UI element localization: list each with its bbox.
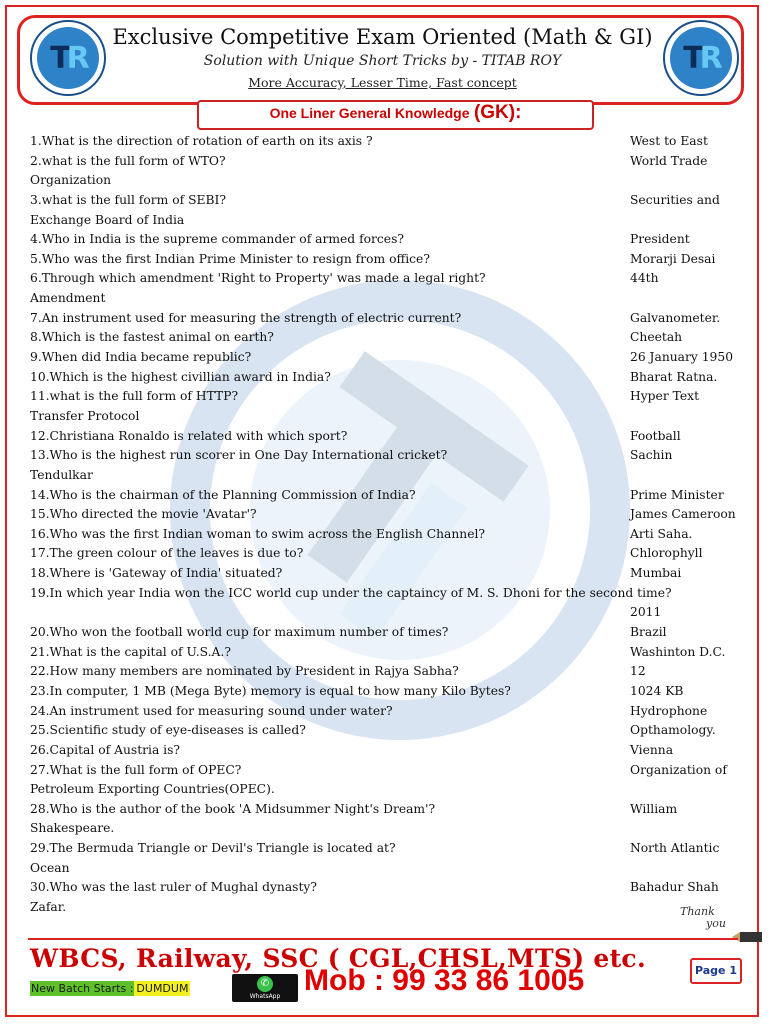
question-text: 22.How many members are nominated by President in Rajya Sabha?	[30, 664, 459, 679]
batch-label: New Batch Starts :	[31, 982, 134, 995]
question-text: 25.Scientific study of eye-diseases is called?	[30, 723, 306, 738]
question-row	[30, 387, 750, 407]
question-text: 5.Who was the first Indian Prime Minister to resign from office?	[30, 251, 430, 266]
batch-place: DUMDUM	[136, 982, 189, 995]
answer-text: 2011	[630, 605, 662, 620]
question-text: 16.Who was the first Indian woman to swim across the English Channel?	[30, 526, 486, 541]
question-continuation: Exchange Board of India	[30, 212, 185, 227]
question-text: 7.An instrument used for measuring the strength of electric current?	[30, 310, 462, 325]
thank-you-line-2: you	[706, 917, 726, 930]
answer-text: Hyper Text	[630, 389, 700, 404]
answer-text: William	[630, 801, 678, 816]
answer-text: Brazil	[630, 625, 667, 640]
question-row	[30, 230, 750, 250]
section-title-big: (GK):	[473, 102, 522, 123]
question-row	[30, 584, 750, 604]
question-row	[30, 800, 750, 820]
answer-text: Cheetah	[630, 330, 683, 345]
continuation-line	[30, 819, 750, 839]
question-row	[30, 662, 750, 682]
answer-text: President	[630, 232, 690, 247]
question-text: 20.Who won the football world cup for maximum number of times?	[30, 625, 449, 640]
question-row	[30, 505, 750, 525]
section-title: One Liner General Knowledge	[269, 105, 470, 121]
whatsapp-label: WhatsApp	[249, 993, 281, 1000]
answer-text: 26 January 1950	[630, 350, 734, 365]
question-text: 17.The green colour of the leaves is due to?	[30, 546, 304, 561]
answer-text: Football	[630, 428, 681, 443]
question-row	[30, 368, 750, 388]
question-text: 8.Which is the fastest animal on earth?	[30, 330, 274, 345]
question-continuation: Amendment	[30, 291, 106, 306]
question-text: 10.Which is the highest civillian award in India?	[30, 369, 331, 384]
question-row	[30, 427, 750, 447]
question-text: 4.Who in India is the supreme commander of armed forces?	[30, 232, 404, 247]
answer-text: Hydrophone	[630, 703, 708, 718]
question-row	[30, 486, 750, 506]
question-row	[30, 682, 750, 702]
continuation-line	[30, 898, 750, 918]
question-row	[30, 623, 750, 643]
section-title-box	[197, 100, 594, 130]
answer-text: West to East	[630, 134, 708, 148]
question-row	[30, 309, 750, 329]
question-continuation: Transfer Protocol	[30, 408, 140, 423]
question-row	[30, 643, 750, 663]
logo-mark: T R	[37, 27, 99, 89]
footer-exam-list: WBCS, Railway, SSC ( CGL,CHSL,MTS) etc.	[30, 944, 646, 973]
question-text: 26.Capital of Austria is?	[30, 742, 181, 757]
continuation-line	[30, 407, 750, 427]
question-text: 13.Who is the highest run scorer in One Day International cricket?	[30, 448, 448, 463]
question-text: 18.Where is 'Gateway of India' situated?	[30, 566, 283, 581]
pencil-icon	[732, 930, 762, 944]
question-continuation: Ocean	[30, 860, 70, 875]
page-tagline	[100, 75, 665, 90]
question-continuation: Tendulkar	[30, 467, 93, 482]
answer-text: Arti Saha.	[630, 526, 693, 541]
tagline-text: More Accuracy, Lesser Time, Fast concept	[248, 75, 517, 90]
page-title: Exclusive Competitive Exam Oriented (Math & GI)	[112, 25, 653, 49]
question-row	[30, 741, 750, 761]
answer-text: Bharat Ratna.	[630, 369, 718, 384]
question-row	[30, 191, 750, 211]
continuation-line	[30, 466, 750, 486]
continuation-line	[30, 859, 750, 879]
tr-logo-left	[30, 20, 106, 96]
question-text: 21.What is the capital of U.S.A.?	[30, 644, 231, 659]
question-row	[30, 250, 750, 270]
question-text: 12.Christiana Ronaldo is related with which sport?	[30, 428, 348, 443]
question-text: 1.What is the direction of rotation of earth on its axis ?	[30, 134, 373, 148]
logo-mark: T R	[670, 27, 732, 89]
answer-text: Galvanometer.	[630, 310, 721, 325]
question-text: 24.An instrument used for measuring sound under water?	[30, 703, 393, 718]
question-text: 29.The Bermuda Triangle or Devil's Triangle is located at?	[30, 841, 396, 856]
question-row	[30, 328, 750, 348]
question-continuation: Petroleum Exporting Countries(OPEC).	[30, 782, 275, 797]
question-row	[30, 525, 750, 545]
answer-text: 12	[630, 664, 646, 679]
answer-text: 1024 KB	[630, 683, 684, 698]
question-continuation: Shakespeare.	[30, 821, 115, 836]
thank-you-line-1: Thank	[680, 905, 715, 918]
question-row	[30, 544, 750, 564]
question-row	[30, 761, 750, 781]
page-number-badge: Page 1	[690, 958, 742, 984]
question-row	[30, 152, 750, 172]
question-row	[30, 603, 750, 623]
question-continuation: Organization	[30, 173, 112, 188]
mobile-number: Mob : 99 33 86 1005	[304, 964, 585, 997]
question-text: 15.Who directed the movie 'Avatar'?	[30, 507, 257, 522]
whatsapp-icon: ✆	[257, 976, 273, 992]
question-text: 6.Through which amendment 'Right to Property' was made a legal right?	[30, 271, 486, 286]
answer-text: Prime Minister	[630, 487, 724, 502]
thank-you-note	[680, 906, 726, 930]
question-row	[30, 878, 750, 898]
answer-text: Morarji Desai	[630, 251, 716, 266]
question-text: 11.what is the full form of HTTP?	[30, 389, 239, 404]
answer-text: North Atlantic	[630, 841, 720, 856]
question-row	[30, 564, 750, 584]
question-text: 30.Who was the last ruler of Mughal dynasty?	[30, 880, 317, 895]
question-text: 28.Who is the author of the book 'A Midsummer Night's Dream'?	[30, 801, 436, 816]
question-row	[30, 721, 750, 741]
answer-text: James Cameroon	[630, 507, 736, 522]
question-continuation: Zafar.	[30, 899, 67, 914]
question-row	[30, 132, 750, 152]
question-text: 19.In which year India won the ICC world cup under the captaincy of M. S. Dhoni for the second time?	[30, 585, 672, 600]
question-row	[30, 702, 750, 722]
answer-text: Opthamology.	[630, 723, 716, 738]
answer-text: 44th	[630, 271, 659, 286]
answer-text: Vienna	[630, 742, 674, 757]
batch-info	[30, 982, 190, 995]
answer-text: Chlorophyll	[630, 546, 703, 561]
gk-question-list	[30, 132, 750, 918]
continuation-line	[30, 289, 750, 309]
page-subtitle: Solution with Unique Short Tricks by - TITAB ROY	[203, 53, 562, 69]
question-row	[30, 348, 750, 368]
answer-text: Bahadur Shah	[630, 880, 719, 895]
question-text: 9.When did India became republic?	[30, 350, 252, 365]
continuation-line	[30, 211, 750, 231]
answer-text: Washinton D.C.	[630, 644, 726, 659]
question-text: 23.In computer, 1 MB (Mega Byte) memory is equal to how many Kilo Bytes?	[30, 683, 511, 698]
question-row	[30, 269, 750, 289]
continuation-line	[30, 171, 750, 191]
tr-logo-right	[663, 20, 739, 96]
whatsapp-badge	[232, 974, 298, 1002]
continuation-line	[30, 780, 750, 800]
answer-text: World Trade	[630, 153, 708, 168]
answer-text: Mumbai	[630, 566, 682, 581]
footer-divider	[28, 938, 738, 940]
question-text: 3.what is the full form of SEBI?	[30, 192, 226, 207]
question-text: 2.what is the full form of WTO?	[30, 153, 226, 168]
answer-text: Organization of	[630, 762, 727, 777]
question-row	[30, 446, 750, 466]
question-row	[30, 839, 750, 859]
answer-text: Sachin	[630, 448, 673, 463]
answer-text: Securities and	[630, 192, 720, 207]
question-text: 27.What is the full form of OPEC?	[30, 762, 242, 777]
question-text: 14.Who is the chairman of the Planning Commission of India?	[30, 487, 416, 502]
